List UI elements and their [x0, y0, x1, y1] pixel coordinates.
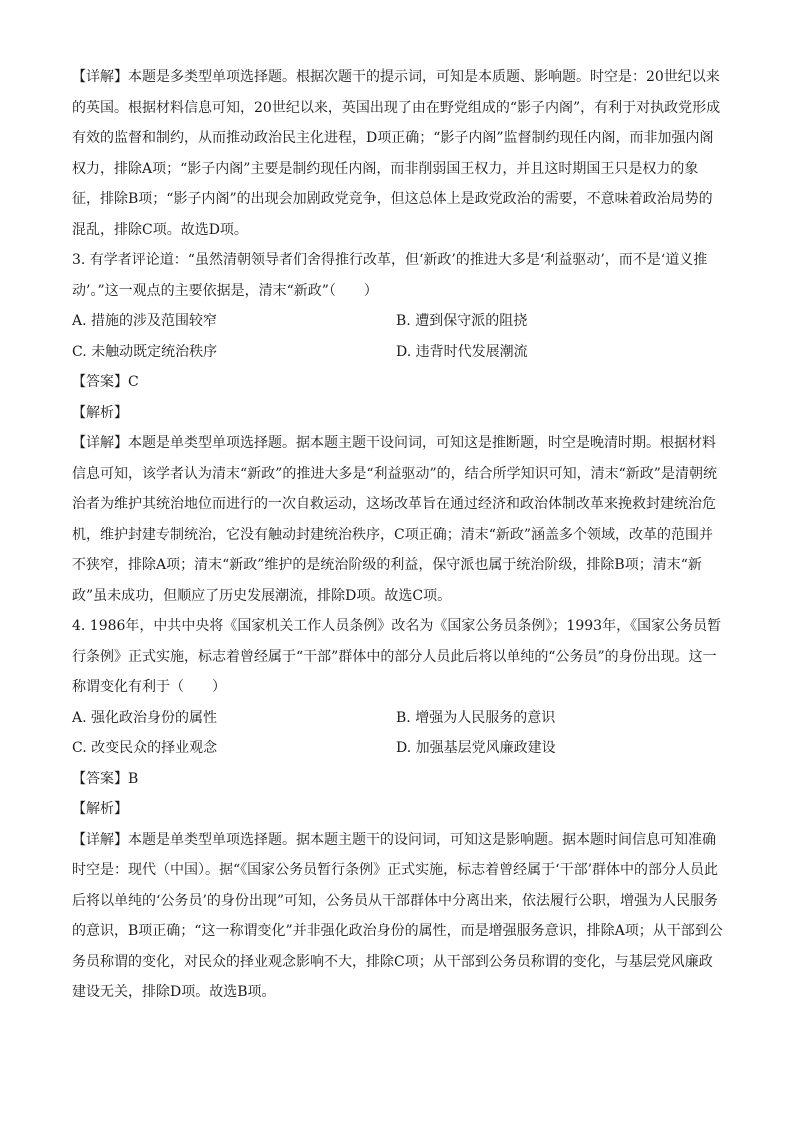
q3-options-row-2: [72, 337, 726, 368]
q3-detail-paragraph: 【详解】本题是单类型单项选择题。据本题主题干设问词，可知这是推断题，时空是晚清时期。根据材料信息可知，该学者认为清末“新政”的推进大多是“利益驱动”的，结合所学知识可知，清末“新政”是清朝统治者为维护其统治地位而进行的一次自救运动，这场改革旨在通过经济和政治体制改革来挽救封建统治危机，维护封建专制统治，它没有触动封建统治秩序，C项正确；清末“新政”涵盖多个领域，改革的范围并不狭窄，排除A项；清末“新政”维护的是统治阶级的利益，保守派也属于统治阶级，排除B项；清末“新政”虽未成功，但顺应了历史发展潮流，排除D项。故选C项。: [72, 435, 717, 604]
q4-option-d: D. 加强基层党风廉政建设: [396, 740, 556, 756]
q4-option-b: B. 增强为人民服务的意识: [396, 709, 556, 726]
q4-analysis-label: 【解析】: [72, 801, 128, 817]
q3-options-row-1: [72, 306, 726, 337]
q3-option-b: B. 遭到保守派的阻挠: [396, 313, 528, 329]
q4-option-a: A. 强化政治身份的属性: [72, 709, 218, 726]
q3-stem: 3. 有学者评论道：“虽然清朝领导者们舍得推行改革，但‘新政’的推进大多是‘利益驱动’，而不是‘道义推动’。”这一观点的主要依据是，清末“新政”（ ）: [72, 252, 708, 299]
q4-options-row-1: [72, 703, 726, 734]
q3-analysis-label: 【解析】: [72, 404, 128, 421]
q4-options-row-2: [72, 733, 726, 764]
q4-detail-paragraph: 【详解】本题是单类型单项选择题。据本题主题干的设问词，可知这是影响题。据本题时间信息可知准确时空是：现代（中国）。据“《国家公务员暂行条例》正式实施，标志着曾经属于‘干部’群体中的部分人员此后将以单纯的‘公务员’的身份出现”可知，公务员从干部群体中分离出来，依法履行公职，增强为人民服务的意识，B项正确；“这一称谓变化”并非强化政治身份的属性，而是增强服务意识，排除A项；从干部到公务员称谓的变化，对民众的择业观念影响不大，排除C项；从干部到公务员称谓的变化，与基层党风廉政建设无关，排除D项。故选B项。: [72, 831, 723, 1000]
q3-answer: 【答案】C: [72, 374, 139, 390]
q4-option-c: C. 改变民众的择业观念: [72, 740, 218, 756]
q4-answer: 【答案】B: [72, 770, 139, 787]
q4-stem: 4. 1986年，中共中央将《国家机关工作人员条例》改名为《国家公务员条例》；1993年，《国家公务员暂行条例》正式实施，标志着曾经属于“干部”群体中的部分人员此后将以单纯的“公务员”的身份出现。这一称谓变化有利于（ ）: [72, 618, 722, 695]
q3-option-d: D. 违背时代发展潮流: [396, 343, 528, 360]
q3-option-a: A. 措施的涉及范围较窄: [72, 313, 218, 329]
q3-option-c: C. 未触动既定统治秩序: [72, 343, 218, 360]
page-content: [72, 62, 726, 1008]
q2-detail-paragraph: 【详解】本题是多类型单项选择题。根据次题干的提示词，可知是本质题、影响题。时空是：20世纪以来的英国。根据材料信息可知，20世纪以来，英国出现了由在野党组成的“影子内阁”，有利于对执政党形成有效的监督和制约，从而推动政治民主化进程，D项正确；“影子内阁”监督制约现任内阁，而非加强内阁权力，排除A项；“影子内阁”主要是制约现任内阁，而非削弱国王权力，并且这时期国王只是权力的象征，排除B项；“影子内阁”的出现会加剧政党竞争，但这总体上是政党政治的需要，不意味着政治局势的混乱，排除C项。故选D项。: [72, 69, 721, 238]
